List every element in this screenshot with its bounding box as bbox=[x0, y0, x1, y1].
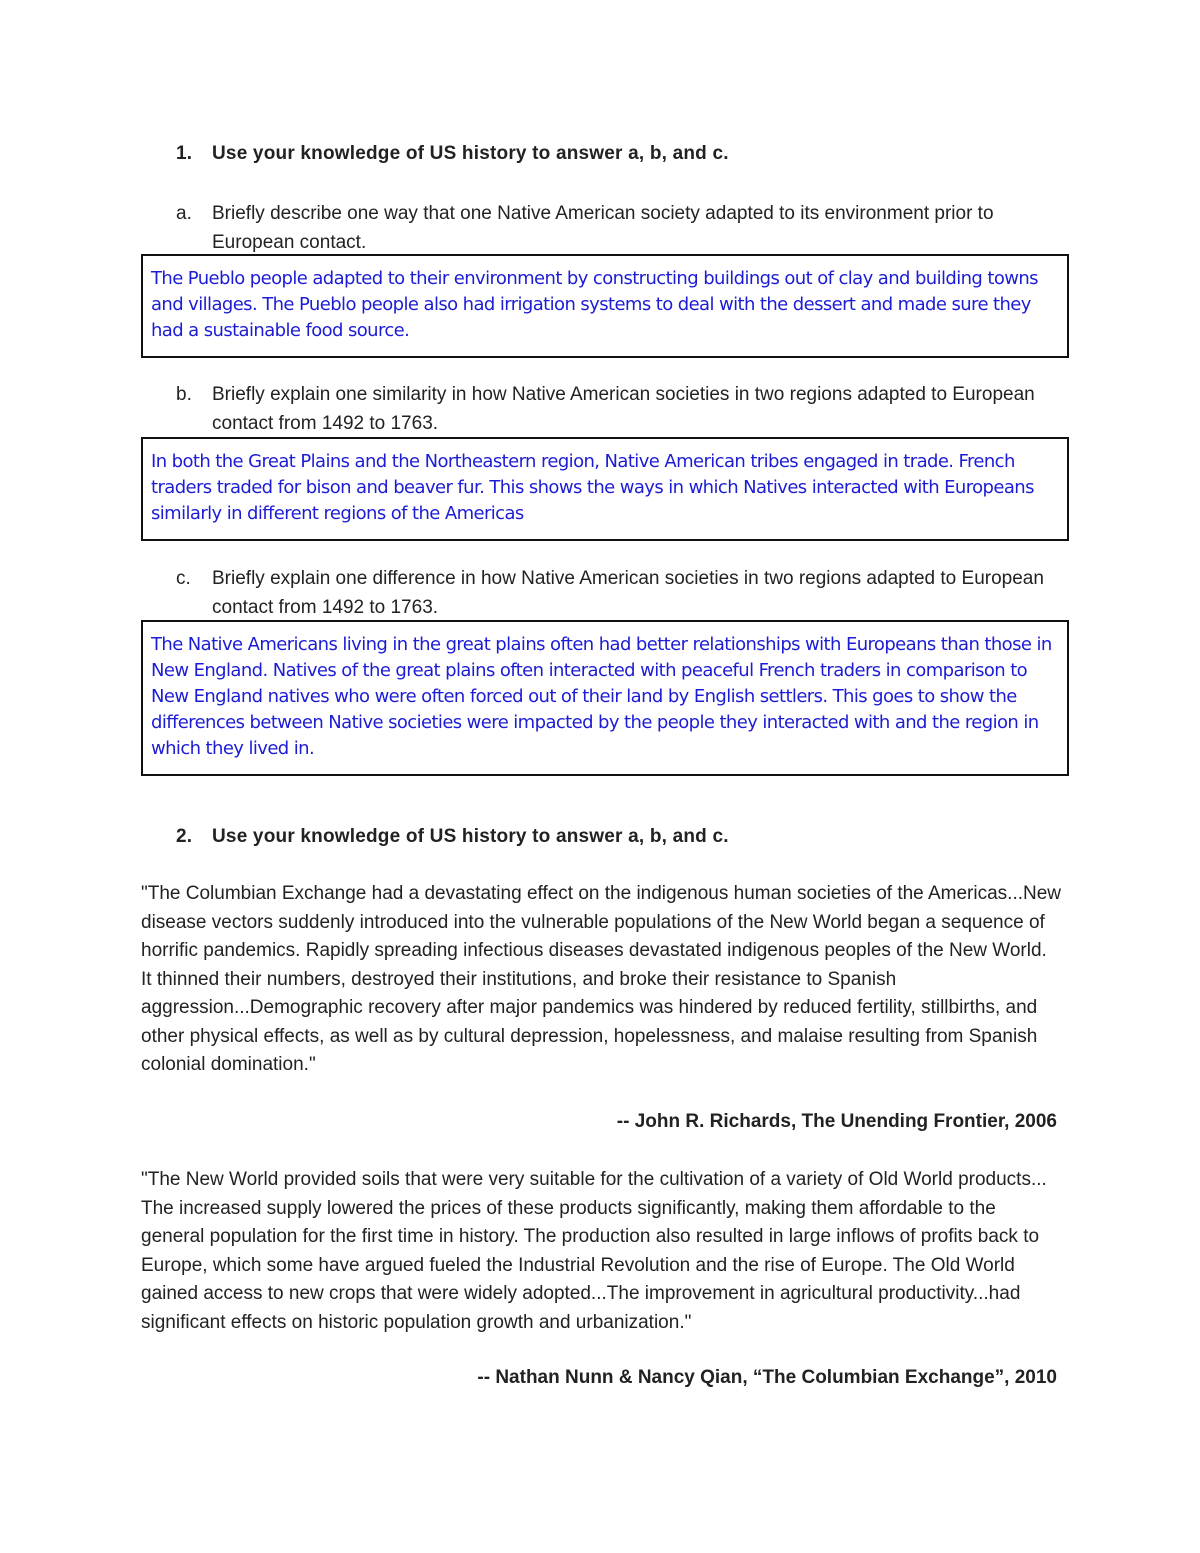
answer-1a-text: The Pueblo people adapted to their environment by constructing buildings out of clay and building towns and villages. The Pueblo people also had irrigation systems to deal with the dessert and made sure they had a sustainable food source. bbox=[151, 268, 1038, 341]
answer-box-1a[interactable] bbox=[141, 254, 1069, 358]
question-1c-prompt bbox=[176, 564, 1056, 622]
question-1-heading-text: Use your knowledge of US history to answer a, b, and c. bbox=[212, 143, 729, 164]
question-1-number: 1. bbox=[176, 143, 193, 164]
answer-1c-text: The Native Americans living in the great plains often had better relationships with Europeans than those in New England. Natives of the great plains often interacted with peaceful French traders in comparison to New England natives who were often forced out of their land by English settlers. This goes to show the differences between Native societies were impacted by the people they interacted with and the region in which they lived in. bbox=[151, 634, 1052, 759]
question-1b-prompt bbox=[176, 380, 1056, 438]
question-1-heading bbox=[176, 143, 729, 165]
question-2-heading-text: Use your knowledge of US history to answer a, b, and c. bbox=[212, 826, 729, 847]
question-1b-prompt-text: Briefly explain one similarity in how Native American societies in two regions adapted to European contact from 1492 to 1763. bbox=[212, 384, 1035, 434]
quote-1-attribution: -- John R. Richards, The Unending Frontier, 2006 bbox=[616, 1111, 1057, 1132]
question-2-heading bbox=[176, 826, 729, 848]
question-1a-letter: a. bbox=[176, 203, 192, 224]
question-1c-letter: c. bbox=[176, 568, 191, 589]
quote-2-text: "The New World provided soils that were very suitable for the cultivation of a variety of Old World products... The increased supply lowered the prices of these products significantly, making them affordable to the general population for the first time in history. The production also resulted in large inflows of profits back to Europe, which some have argued fueled the Industrial Revolution and the rise of Europe. The Old World gained access to new crops that were widely adopted...The improvement in agricultural productivity...had significant effects on historic population growth and urbanization." bbox=[141, 1169, 1047, 1333]
question-1a-prompt bbox=[176, 199, 1056, 257]
answer-box-1c[interactable] bbox=[141, 620, 1069, 776]
question-2-number: 2. bbox=[176, 826, 193, 847]
quote-2 bbox=[141, 1166, 1061, 1337]
quote-1 bbox=[141, 880, 1061, 1080]
answer-1b-text: In both the Great Plains and the Northeastern region, Native American tribes engaged in trade. French traders traded for bison and beaver fur. This shows the ways in which Natives interacted with Europeans similarly in different regions of the Americas bbox=[151, 451, 1034, 524]
quote-2-attribution: -- Nathan Nunn & Nancy Qian, “The Columbian Exchange”, 2010 bbox=[477, 1367, 1057, 1388]
question-1b-letter: b. bbox=[176, 384, 192, 405]
quote-1-text: "The Columbian Exchange had a devastating effect on the indigenous human societies of the Americas...New disease vectors suddenly introduced into the vulnerable populations of the New World began a sequence of horrific pandemics. Rapidly spreading infectious diseases devastated indigenous peoples of the New World. It thinned their numbers, destroyed their institutions, and broke their resistance to Spanish aggression...Demographic recovery after major pandemics was hindered by reduced fertility, stillbirths, and other physical effects, as well as by cultural depression, hopelessness, and malaise resulting from Spanish colonial domination." bbox=[141, 883, 1062, 1075]
answer-box-1b[interactable] bbox=[141, 437, 1069, 541]
question-1c-prompt-text: Briefly explain one difference in how Native American societies in two regions adapted to European contact from 1492 to 1763. bbox=[212, 568, 1044, 618]
question-1a-prompt-text: Briefly describe one way that one Native American society adapted to its environment prior to European contact. bbox=[212, 203, 994, 253]
